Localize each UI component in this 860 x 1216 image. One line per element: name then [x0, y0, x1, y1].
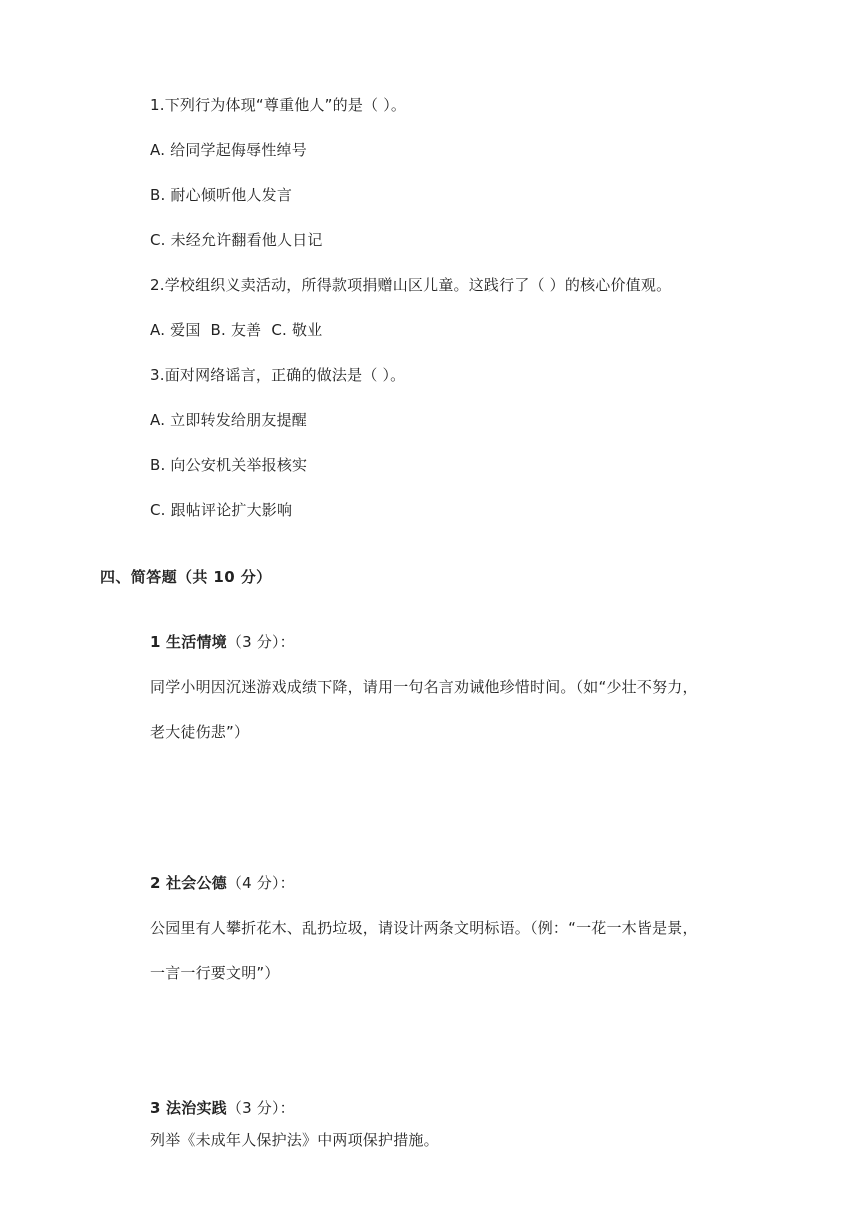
short-answer-2-score: （4 分）：	[226, 874, 295, 892]
short-answer-1-title	[150, 632, 295, 652]
question-3-option-c: C. 跟帖评论扩大影响	[150, 501, 293, 519]
question-2-options	[150, 320, 322, 340]
short-answer-1-body-line-2: 老大徒伤悲”）	[150, 723, 250, 741]
question-3-option-b: B. 向公安机关举报核实	[150, 456, 308, 474]
short-answer-2-heading: 2 社会公德	[150, 874, 227, 892]
short-answer-2-body-line-1: 公园里有人攀折花木、乱扔垃圾，请设计两条文明标语。（例：“一花一木皆是景，	[150, 919, 698, 937]
section-4-title: 四、简答题（共 10 分）	[100, 568, 272, 586]
short-answer-2-body-line-2: 一言一行要文明”）	[150, 964, 280, 982]
question-2-option-b: B. 友善	[210, 321, 262, 339]
question-3-stem: 3.面对网络谣言，正确的做法是（ ）。	[150, 366, 406, 384]
question-2-stem: 2.学校组织义卖活动，所得款项捐赠山区儿童。这践行了（ ）的核心价值观。	[150, 276, 672, 294]
question-1-option-a: A. 给同学起侮辱性绰号	[150, 141, 307, 159]
question-3-option-a: A. 立即转发给朋友提醒	[150, 411, 307, 429]
short-answer-1-heading: 1 生活情境	[150, 633, 227, 651]
short-answer-1-score: （3 分）：	[226, 633, 295, 651]
question-2-option-a: A. 爱国	[150, 321, 201, 339]
short-answer-2-title	[150, 873, 295, 893]
short-answer-1-body-line-1: 同学小明因沉迷游戏成绩下降，请用一句名言劝诫他珍惜时间。（如“少壮不努力，	[150, 678, 698, 696]
short-answer-3-heading: 3 法治实践	[150, 1099, 227, 1117]
question-1-option-b: B. 耐心倾听他人发言	[150, 186, 293, 204]
short-answer-3-score: （3 分）：	[226, 1099, 295, 1117]
short-answer-3-title	[150, 1098, 295, 1118]
short-answer-3-body-line-1: 列举《未成年人保护法》中两项保护措施。	[150, 1131, 439, 1149]
question-2-option-c: C. 敬业	[271, 321, 323, 339]
question-1-option-c: C. 未经允许翻看他人日记	[150, 231, 323, 249]
question-1-stem: 1.下列行为体现“尊重他人”的是（ ）。	[150, 96, 407, 114]
